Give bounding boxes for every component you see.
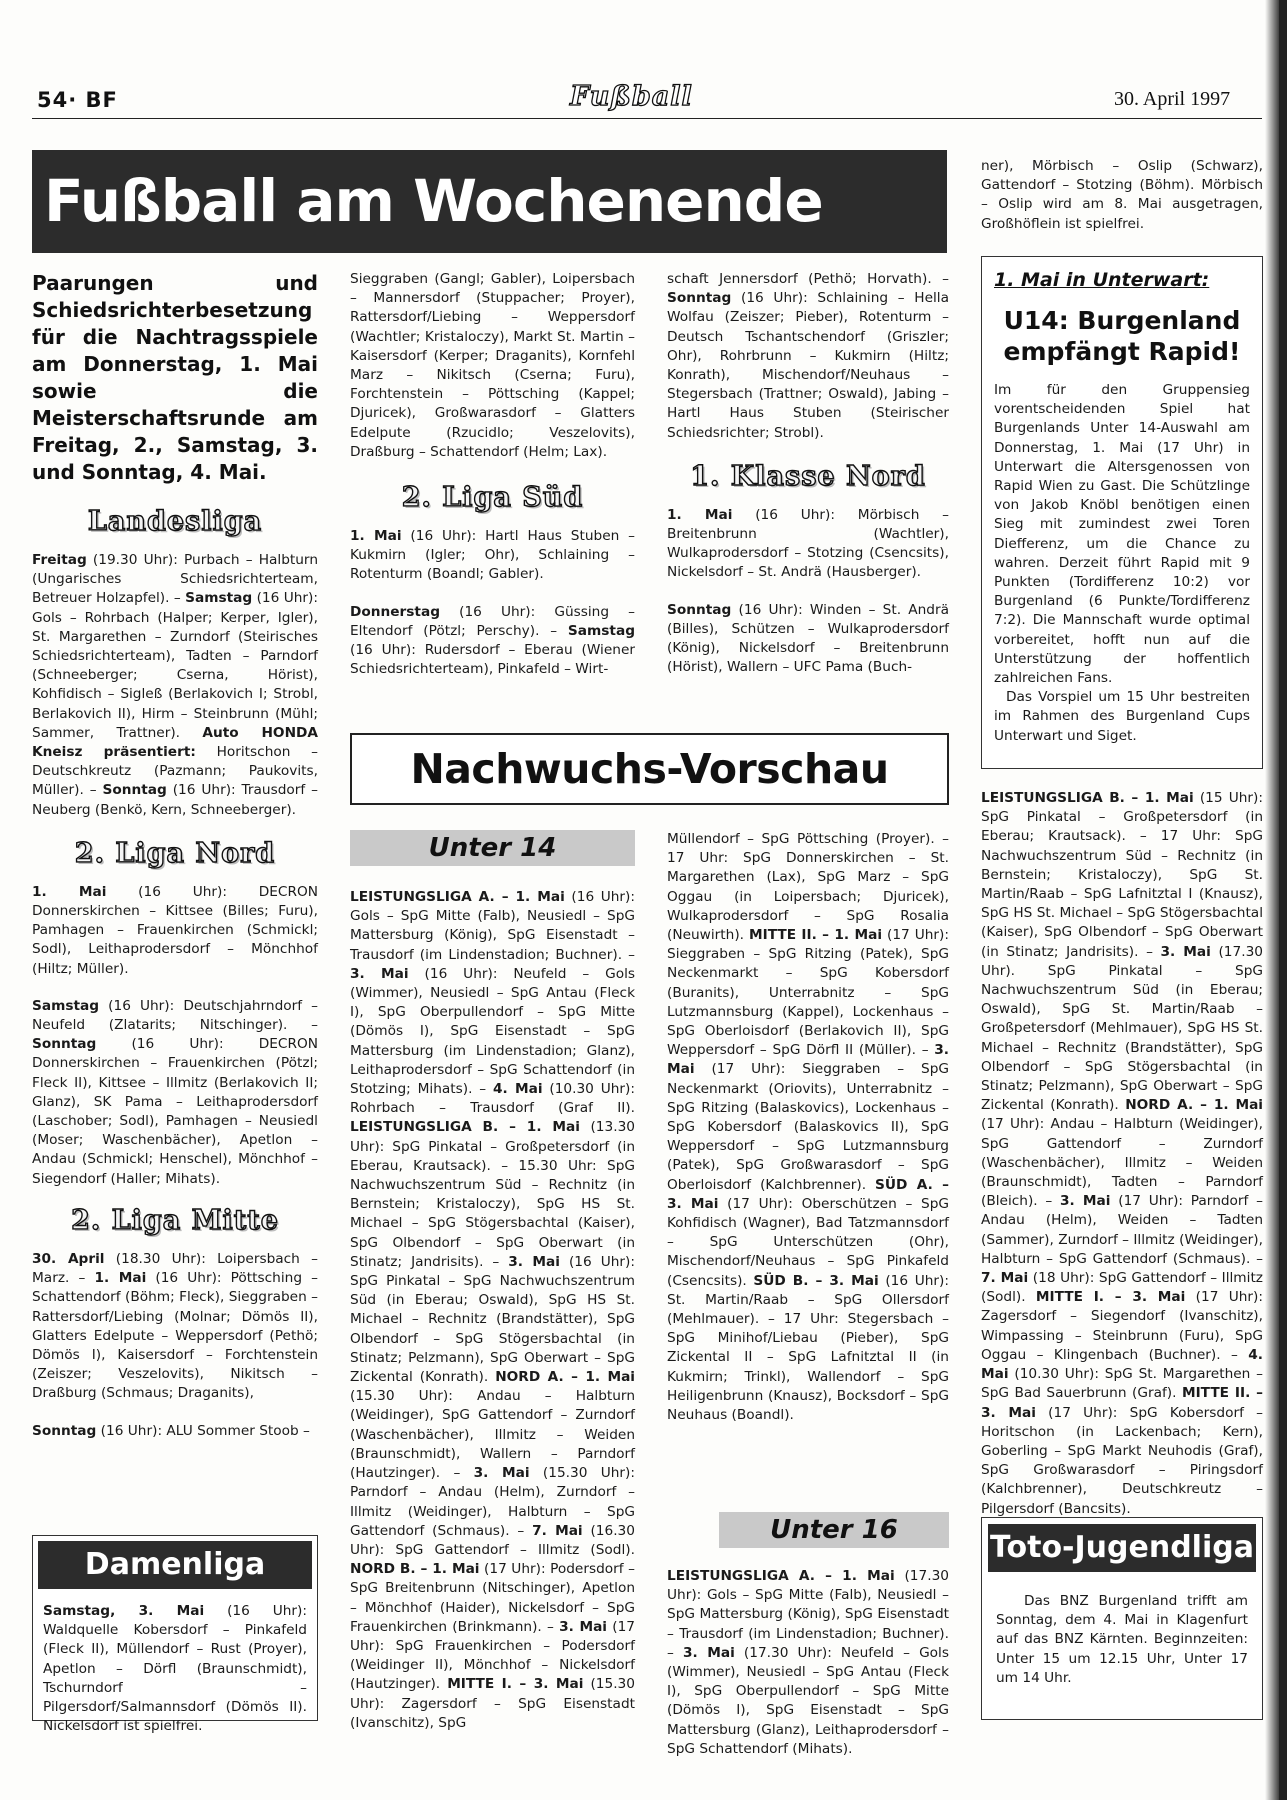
unter-14-heading: Unter 14 bbox=[350, 830, 635, 866]
issue-date: 30. April 1997 bbox=[1114, 88, 1231, 110]
klasse-nord-continued: ner), Mörbisch – Oslip (Schwarz), Gattendorf – Stotzing (Böhm). Mörbisch – Oslip wird am 8. Mai ausgetragen, Großhöflein ist spielfrei. bbox=[981, 158, 1263, 232]
page-number: 54· BF bbox=[37, 88, 118, 112]
unter-16-heading: Unter 16 bbox=[719, 1512, 949, 1548]
toto-box bbox=[981, 1517, 1263, 1720]
unter-14-text-right: Müllendorf – SpG Pöttsching (Proyer). – 17 Uhr: SpG Donnerskirchen – St. Margarethen (Lax), SpG Marz – SpG Oggau (in Loipersbach; Djuricek), Wulkaprodersdorf – SpG Rosalia (Neuwirth). MITTE II. – 1. Mai (17 Uhr): Sieggraben – SpG Ritzing (Patek), SpG Neckenmarkt – SpG Kobersdorf (Buranits), Unterrabnitz – SpG Lutzmannsburg (Kappel), Lockenhaus – SpG Oberloisdorf (Berlakovich II), SpG Weppersdorf – SpG Dörfl II (Müller). – 3. Mai (17 Uhr): Sieggraben – SpG Neckenmarkt (Oriovits), Unterrabnitz – SpG Ritzing (Balaskovics), Lockenhaus – SpG Kobersdorf (Balaskovics II), SpG Weppersdorf – SpG Lutzmannsburg (Patek), SpG Großwarasdorf – SpG Oberloisdorf (Kalchbrenner). SÜD A. – 3. Mai (17 Uhr): Oberschützen – SpG Kohfidisch (Wagner), Bad Tatzmannsdorf – SpG Unterschützen (Ohr), Mischendorf/Neuhaus – SpG Pinkafeld (Csencsits). SÜD B. – 3. Mai (16 Uhr): St. Martin/Raab – SpG Ollersdorf (Mehlmauer). – 17 Uhr: Stegersbach – SpG Minihof/Liebau (Pieber), SpG Zickental II – SpG Lafnitztal II (in Kukmirn; Trinkl), Wallendorf – SpG Heiligenbrunn (Knausz), Bocksdorf – SpG Neuhaus (Boandl). bbox=[667, 831, 950, 1424]
rapid-text-2: Das Vorspiel um 15 Uhr bestreiten im Rahmen des Burgenland Cups Unterwart und Siget. bbox=[994, 689, 1250, 744]
damenliga-box bbox=[32, 1535, 318, 1735]
liga-sued-continued: schaft Jennersdorf (Pethö; Horvath). – Sonntag (16 Uhr): Schlaining – Hella Wolfau (Zeiszer; Pieber), Rotenturm – Deutsch Tschantschendorf (Griszler; Ohr), Rohrbrunn – Kukmirn (Hiltz; Konrath), Mischendorf/Neuhaus – Stegersbach (Trattner; Oswald), Jabing – Hartl Haus Stuben (Steirischer Schiedsrichter; Strobl). bbox=[667, 271, 949, 441]
column-3 bbox=[667, 270, 949, 677]
page-edge-shadow bbox=[1265, 0, 1279, 1800]
unter-14-text-col4: LEISTUNGSLIGA B. – 1. Mai (15 Uhr): SpG Pinkatal – Großpetersdorf (in Eberau; Krautsack). – 17 Uhr: SpG Nachwuchszentrum Süd – Rechnitz (in Bernstein; Kristaloczy), SpG St. Martin/Raab – SpG Lafnitztal I (Knausz), SpG HS St. Michael – SpG Stögersbachtal (Kaiser), SpG Olbendorf – SpG Oberwart (in Stinatz; Jandrisits). – 3. Mai (17.30 Uhr). SpG Pinkatal – SpG Nachwuchszentrum Süd (in Eberau; Oswald), SpG St. Martin/Raab – Großpetersdorf (Mehlmauer), SpG HS St. Michael – Rechnitz (Brandstätter), SpG Olbendorf – SpG Stögersbachtal (in Stinatz; Pelzmann), SpG Oberwart – SpG Zickental (Konrath). NORD A. – 1. Mai (17 Uhr): Andau – Halbturn (Weidinger), SpG Gattendorf – Zurndorf (Waschenbächer), Illmitz – Weiden (Braunschmidt), Tadten – Parndorf (Bleich). – 3. Mai (17 Uhr): Parndorf – Andau (Helm), Weiden – Tadten (Sammer), Zurndorf – Illmitz (Weidinger), Halbturn – SpG Gattendorf (Schmaus). – 7. Mai (18 Uhr): SpG Gattendorf – Illmitz (Sodl). MITTE I. – 3. Mai (17 Uhr): Zagersdorf – Siegendorf (Ivanschitz), Wimpassing – Steinbrunn (Furu), SpG Oggau – Klingenbach (Buchner). – 4. Mai (10.30 Uhr): SpG St. Margarethen – SpG Bad Sauerbrunn (Graf). MITTE II. – 3. Mai (17 Uhr): SpG Kobersdorf – Horitschon (in Lackenbach; Kern), Goberling – SpG Markt Neuhodis (Graf), SpG Großwarasdorf – Piringsdorf (Kalchbrenner), Deutschkreutz – Pilgersdorf (Bancsits). bbox=[981, 790, 1264, 1517]
liga-mitte-text: 30. April (18.30 Uhr): Loipersbach – Marz. – 1. Mai (16 Uhr): Pöttsching – Schattendorf (Böhm; Fleck), Sieggraben – Rattersdorf/Liebing (Molnar; Dömös II), Glatters Edelpute – Weppersdorf (Pethö; Dömös I), Kaisersdorf – Forchtenstein (Zeiszer; Veszelovits), Nikitsch – Draßburg (Schmaus; Draganits), Sonntag (16 Uhr): ALU Sommer Stoob – bbox=[32, 1250, 318, 1439]
rapid-text: Im für den Gruppensieg vorentscheidenden Spiel hat Burgenlands Unter 14-Auswahl am Donnerstag, 1. Mai (17 Uhr) in Unterwart die Altersgenossen von Rapid Wien zu Gast. Die Schützlinge von Jakob Knöbl benötigen einen Sieg mit zumindest zwei Toren Diefferenz, um die Chance zu wahren. Derzeit führt Rapid mit 9 Punkten (Tordifferenz 10:2) vor Burgenland (6 Punkte/Tordifferenz 7:2). Die Mannschaft wurde optimal vorbereitet, hofft nun auf die Unterstützung der hoffentlich zahlreichen Fans. bbox=[994, 382, 1250, 687]
liga-nord-text: 1. Mai (16 Uhr): DECRON Donnerskirchen – Kittsee (Billes; Furu), Pamhagen – Frauenkirchen (Schmickl; Sodl), Leithaprodersdorf – Mönchhof (Hiltz; Müller). Samstag (16 Uhr): Deutschjahrndorf – Neufeld (Zlatarits; Nitschinger). – Sonntag (16 Uhr): DECRON Donnerskirchen – Frauenkirchen (Pötzl; Fleck II), Kittsee – Illmitz (Berlakovich II; Glanz), SK Pama – Leithaprodersdorf (Laschober; Sodl), Pamhagen – Neusiedl (Moser; Waschenbächer), Apetlon – Andau (Schmickl; Henschel), Mönchhof – Siegendorf (Haller; Mihats). bbox=[32, 883, 318, 1187]
heading-klasse-nord: 1. Klasse Nord bbox=[690, 460, 926, 492]
rapid-box bbox=[981, 256, 1263, 769]
damenliga-title: Damenliga bbox=[38, 1541, 312, 1589]
liga-sued-text: 1. Mai (16 Uhr): Hartl Haus Stuben – Kukmirn (Igler; Ohr), Schlaining – Rotenturm (Boandl; Gabler). Donnerstag (16 Uhr): Güssing – Eltendorf (Pötzl; Perschy). – Samstag (16 Uhr): Rudersdorf – Eberau (Wiener Schiedsrichterteam), Pinkafeld – Wirt- bbox=[350, 528, 635, 678]
page-edge bbox=[1279, 0, 1287, 1800]
banner-title: Fußball am Wochenende bbox=[32, 150, 947, 253]
intro-text: Paarungen und Schiedsrichterbesetzung für die Nachtragsspiele am Donnerstag, 1. Mai sowie die Meisterschaftsrunde am Freitag, 2., Samstag, 3. und Sonntag, 4. Mai. bbox=[32, 271, 318, 484]
toto-title: Toto-Jugendliga bbox=[988, 1524, 1256, 1572]
header-rule bbox=[32, 118, 1262, 119]
damenliga-text: Samstag, 3. Mai (16 Uhr): Waldquelle Kobersdorf – Pinkafeld (Fleck II), Müllendorf – Rust (Proyer), Apetlon – Dörfl (Braunschmidt), Tschurndorf – Pilgersdorf/Salmannsdorf (Dömös II). Nickelsdorf ist spielfrei. bbox=[43, 1603, 307, 1735]
column-1 bbox=[32, 270, 318, 1441]
heading-liga-sued: 2. Liga Süd bbox=[401, 482, 584, 514]
landesliga-text: Freitag (19.30 Uhr): Purbach – Halbturn (Ungarisches Schiedsrichterteam, Betreuer Holzapfel). – Samstag (16 Uhr): Gols – Rohrbach (Halper; Kerper, Igler), St. Margarethen – Zurndorf (Steirisches Schiedsrichterteam), Tadten – Parndorf (Schneeberger; Cserna, Hörist), Kohfidisch – Sigleß (Berlakovich I; Strobl, Berlakovich II), Hirm – Steinbrunn (Mühl; Sammer, Trattner). Auto HONDA Kneisz präsentiert: Horitschon – Deutschkreutz (Pazmann; Paukovits, Müller). – Sonntag (16 Uhr): Trausdorf – Neuberg (Benkö, Kern, Schneeberger). bbox=[32, 552, 319, 818]
heading-landesliga: Landesliga bbox=[87, 506, 263, 537]
section-title: Fußball bbox=[570, 81, 693, 112]
klasse-nord-text: 1. Mai (16 Uhr): Mörbisch – Breitenbrunn (Wachtler), Wulkaprodersdorf – Stotzing (Csencsits), Nickelsdorf – St. Andrä (Hausberger). Sonntag (16 Uhr): Winden – St. Andrä (Billes), Schützen – Wulkaprodersdorf (König), Nickelsdorf – Breitenbrunn (Hörist), Wallern – UFC Pama (Buch- bbox=[667, 506, 949, 676]
rapid-kicker: 1. Mai in Unterwart: bbox=[994, 269, 1210, 291]
unter-16-text: LEISTUNGSLIGA A. – 1. Mai (17.30 Uhr): Gols – SpG Mitte (Falb), Neusiedl – SpG Mattersburg (König), SpG Eisenstadt – Trausdorf (im Lindenstadion; Buchner). – 3. Mai (17.30 Uhr): Neufeld – Gols (Wimmer), Neusiedl – SpG Antau (Fleck I), SpG Oberpullendorf – SpG Mitte (Dömös I), SpG Eisenstadt – SpG Mattersburg (Glanz), Leithaprodersdorf – SpG Schattendorf (Mihats). bbox=[667, 1568, 949, 1757]
toto-text: Das BNZ Burgenland trifft am Sonntag, dem 4. Mai in Klagenfurt auf das BNZ Kärnten. Beginnzeiten: Unter 15 um 12.15 Uhr, Unter 17 um 14 Uhr. bbox=[996, 1593, 1248, 1686]
liga-mitte-continued: Sieggraben (Gangl; Gabler), Loipersbach – Mannersdorf (Stuppacher; Proyer), Rattersdorf/Liebing – Weppersdorf (Wachtler; Kristaloczy), Markt St. Martin – Kaisersdorf (Kerper; Draganits), Kornfehl Marz – Nikitsch (Cserna; Furu), Forchtenstein – Pöttsching (Kappel; Djuricek), Großwarasdorf – Glatters Edelpute (Rzucidlo; Veszelovits), Draßburg – Schattendorf (Helm; Lax). bbox=[350, 271, 635, 460]
unter-14-text-left: LEISTUNGSLIGA A. – 1. Mai (16 Uhr): Gols – SpG Mitte (Falb), Neusiedl – SpG Mattersburg (König), SpG Eisenstadt – Trausdorf (im Lindenstadion; Buchner). – 3. Mai (16 Uhr): Neufeld – Gols (Wimmer), Neusiedl – SpG Antau (Fleck I), SpG Oberpullendorf – SpG Mitte (Dömös I), SpG Eisenstadt – SpG Mattersburg (im Lindenstadion; Glanz), Leithaprodersdorf – SpG Schattendorf (in Stotzing; Mihats). – 4. Mai (10.30 Uhr): Rohrbach – Trausdorf (Graf II). LEISTUNGSLIGA B. – 1. Mai (13.30 Uhr): SpG Pinkatal – Großpetersdorf (in Eberau, Krautsack). – 15.30 Uhr: SpG Nachwuchszentrum Süd – Rechnitz (in Bernstein; Kristaloczy), SpG HS St. Michael – SpG Stögersbachtal (Kaiser), SpG Olbendorf – SpG Oberwart (in Stinatz; Jandrisits). – 3. Mai (16 Uhr): SpG Pinkatal – SpG Nachwuchszentrum Süd (in Eberau; Oswald), SpG HS St. Michael – Rechnitz (Brandstätter), SpG Olbendorf – SpG Stögersbachtal (in Stinatz; Pelzmann), SpG Oberwart – SpG Zickental (Konrath). NORD A. – 1. Mai (15.30 Uhr): Andau – Halbturn (Weidinger), SpG Gattendorf – Zurndorf (Waschenbächer), Illmitz – Weiden (Braunschmidt), Wallern – Parndorf (Hautzinger). – 3. Mai (15.30 Uhr): Parndorf – Andau (Helm), Zurndorf – Illmitz (Weidinger), Halbturn – SpG Gattendorf (Schmaus). – 7. Mai (16.30 Uhr): SpG Gattendorf – Illmitz (Sodl). NORD B. – 1. Mai (17 Uhr): Podersdorf – SpG Breitenbrunn (Nitschinger), Apetlon – Mönchhof (Haider), Nickelsdorf – SpG Frauenkirchen (Brinkmann). – 3. Mai (17 Uhr): SpG Frauenkirchen – Podersdorf (Weidinger II), Mönchhof – Nickelsdorf (Hautzinger). MITTE I. – 3. Mai (15.30 Uhr): Zagersdorf – SpG Eisenstadt (Ivanschitz), SpG bbox=[350, 889, 636, 1731]
column-2 bbox=[350, 270, 635, 679]
rapid-title: U14: Burgenland empfängt Rapid! bbox=[1003, 306, 1241, 366]
heading-liga-nord: 2. Liga Nord bbox=[74, 837, 276, 869]
nachwuchs-title: Nachwuchs-Vorschau bbox=[350, 733, 949, 805]
heading-liga-mitte: 2. Liga Mitte bbox=[71, 1204, 279, 1236]
